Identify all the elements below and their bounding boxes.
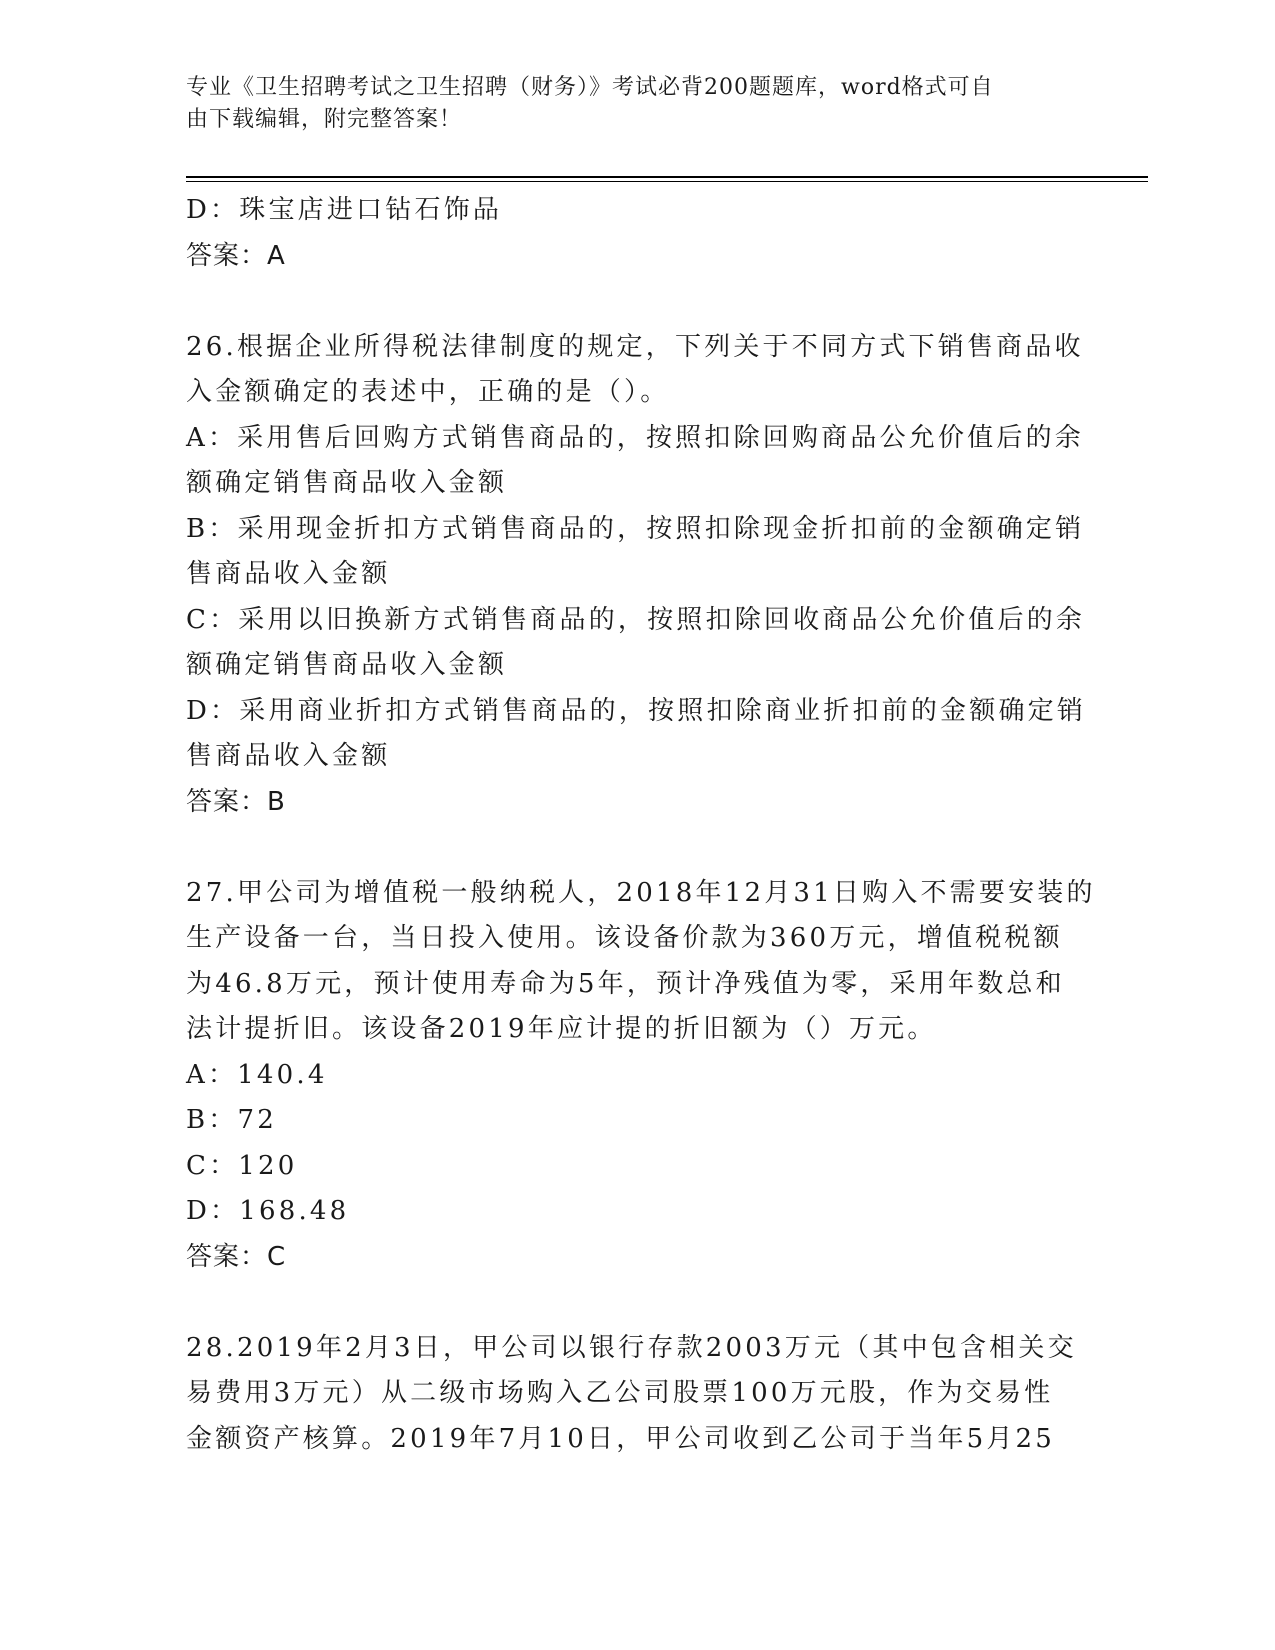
header-line-2: 由下载编辑，附完整答案！	[186, 107, 463, 132]
option-a: 额确定销售商品收入金额	[186, 468, 508, 498]
question-stem: 生产设备一台，当日投入使用。该设备价款为360万元，增值税税额	[186, 923, 1063, 953]
question-stem: 28.2019年2月3日，甲公司以银行存款2003万元（其中包含相关交	[186, 1332, 1077, 1363]
option-a: A：采用售后回购方式销售商品的，按照扣除回购商品公允价值后的余	[186, 422, 1084, 453]
question-stem: 易费用3万元）从二级市场购入乙公司股票100万元股，作为交易性	[186, 1378, 1054, 1408]
answer-line: 答案：C	[186, 1241, 287, 1272]
header-line-1: 专业《卫生招聘考试之卫生招聘（财务）》考试必背200题题库，word格式可自	[186, 75, 994, 100]
question-27	[186, 871, 1096, 1281]
question-stem: 法计提折旧。该设备2019年应计提的折旧额为（）万元。	[186, 1014, 937, 1044]
option-b: B：采用现金折扣方式销售商品的，按照扣除现金折扣前的金额确定销	[186, 513, 1085, 544]
spacer	[186, 1280, 1076, 1326]
question-stem: 26.根据企业所得税法律制度的规定，下列关于不同方式下销售商品收	[186, 331, 1084, 362]
option-b: B：72	[186, 1105, 277, 1135]
option-d: D：采用商业折扣方式销售商品的，按照扣除商业折扣前的金额确定销	[186, 695, 1087, 726]
question-stem: 金额资产核算。2019年7月10日，甲公司收到乙公司于当年5月25	[186, 1423, 1056, 1454]
option-b: 售商品收入金额	[186, 559, 391, 589]
spacer	[186, 279, 1076, 325]
question-stem: 入金额确定的表述中，正确的是（）。	[186, 377, 670, 407]
header-divider-thin	[186, 181, 1148, 182]
header-divider-thick	[186, 176, 1148, 178]
document-body	[186, 188, 1096, 1462]
question-stem: 27.甲公司为增值税一般纳税人，2018年12月31日购入不需要安装的	[186, 877, 1096, 908]
option-d: D：珠宝店进口钻石饰品	[186, 195, 503, 225]
question-26	[186, 325, 1087, 826]
question-stem: 为46.8万元，预计使用寿命为5年，预计净残值为零，采用年数总和	[186, 968, 1065, 999]
option-c: 额确定销售商品收入金额	[186, 650, 508, 680]
question-28	[186, 1326, 1076, 1463]
option-d: D：168.48	[186, 1196, 350, 1226]
answer-line: 答案：A	[186, 240, 286, 271]
option-d: 售商品收入金额	[186, 741, 391, 771]
option-a: A：140.4	[186, 1059, 328, 1090]
question-25-tail	[186, 188, 1076, 279]
option-c: C：120	[186, 1150, 298, 1181]
option-c: C：采用以旧换新方式销售商品的，按照扣除回收商品公允价值后的余	[186, 604, 1086, 635]
answer-line: 答案：B	[186, 786, 286, 817]
spacer	[186, 825, 1076, 871]
document-header	[186, 72, 1066, 136]
